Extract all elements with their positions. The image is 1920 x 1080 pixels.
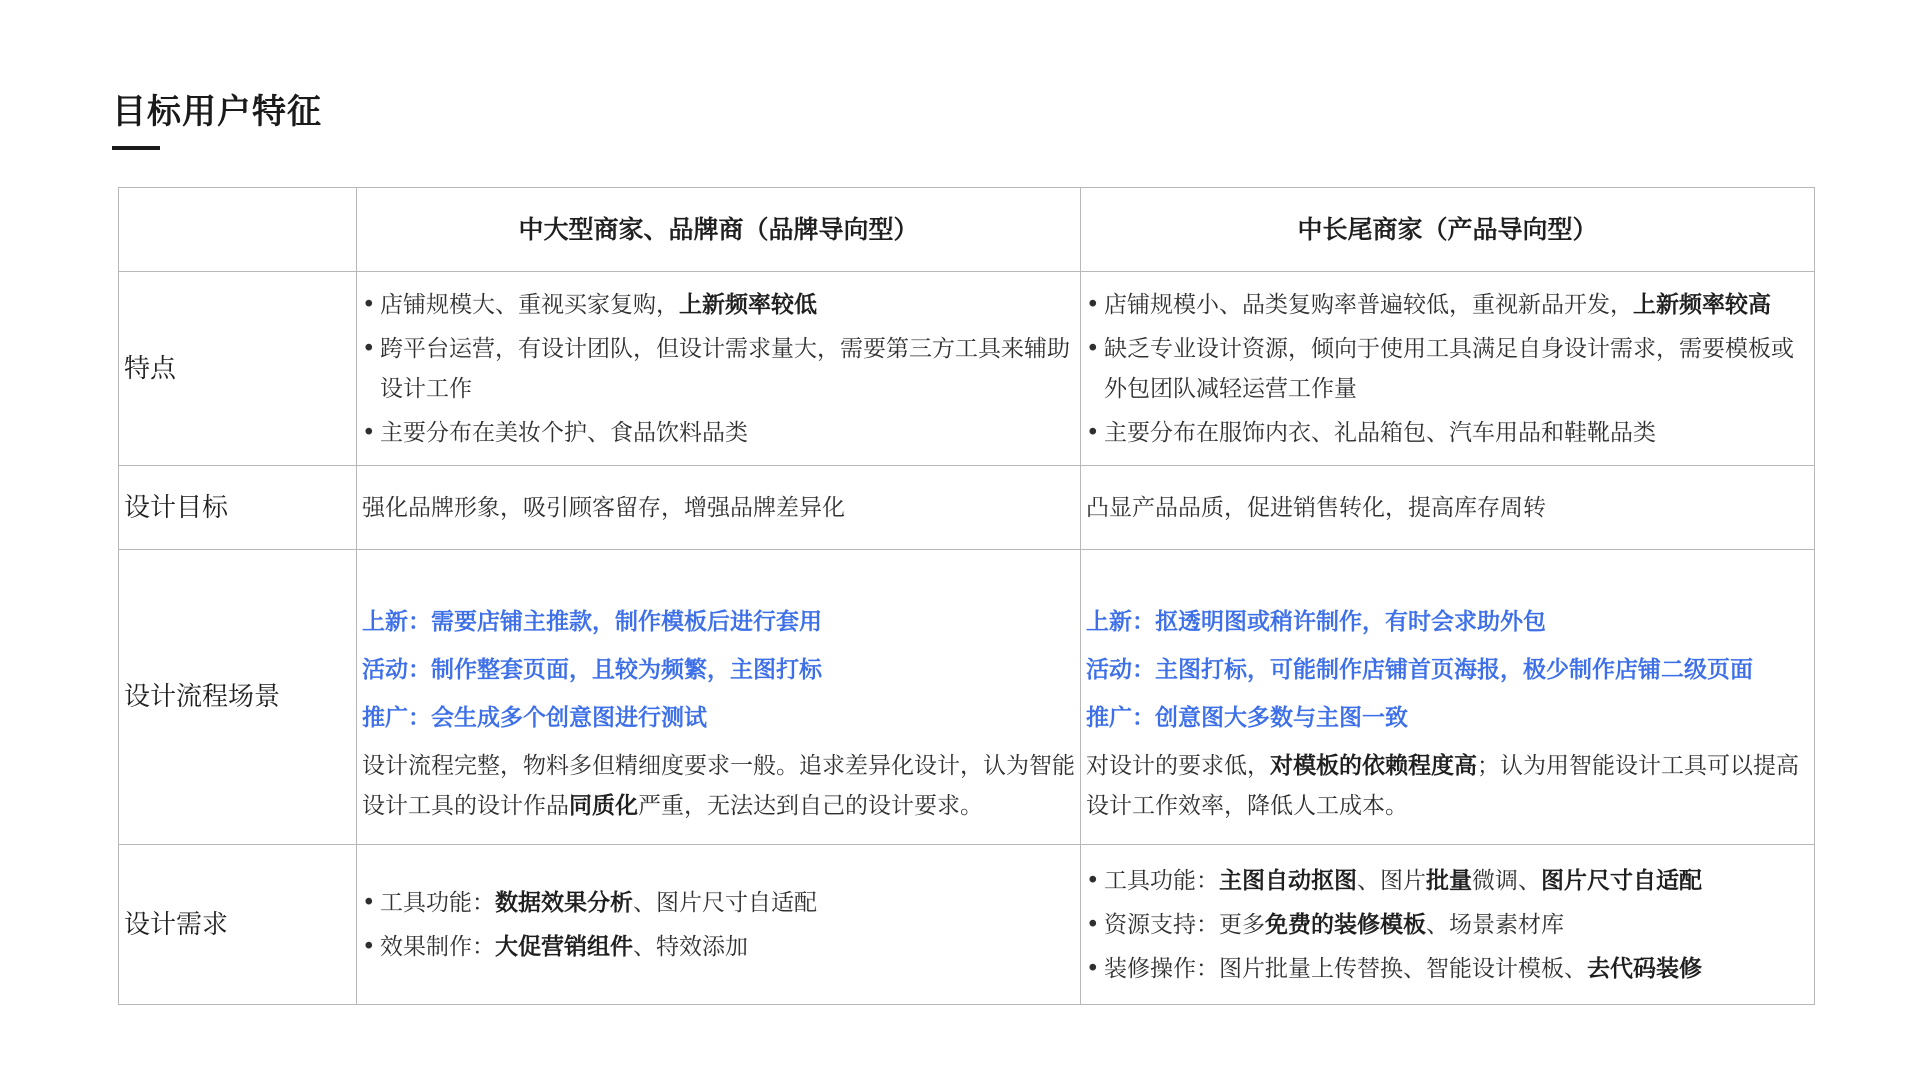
row-label-features: 特点	[119, 272, 357, 466]
table-row-design-flow	[119, 550, 1815, 845]
page-title: 目标用户特征	[112, 92, 322, 132]
header-long-tail-merchants: 中长尾商家（产品导向型）	[1081, 188, 1815, 272]
row-label-design-flow: 设计流程场景	[119, 550, 357, 845]
list-item: • 工具功能：数据效果分析、图片尺寸自适配	[362, 883, 1075, 923]
list-item: • 主要分布在服饰内衣、礼品箱包、汽车用品和鞋靴品类	[1086, 413, 1809, 453]
list-item: • 工具功能：主图自动抠图、图片批量微调、图片尺寸自适配	[1086, 861, 1809, 901]
list-item: • 资源支持：更多免费的装修模板、场景素材库	[1086, 905, 1809, 945]
flow-long-tail-cell	[1081, 550, 1815, 845]
needs-long-tail-cell	[1081, 845, 1815, 1005]
header-large-merchants: 中大型商家、品牌商（品牌导向型）	[357, 188, 1081, 272]
features-large-cell	[357, 272, 1081, 466]
row-label-design-needs: 设计需求	[119, 845, 357, 1005]
flow-description: 对设计的要求低，对模板的依赖程度高；认为用智能设计工具可以提高设计工作效率，降低人工成本。	[1086, 753, 1799, 819]
list-item: • 店铺规模小、品类复购率普遍较低，重视新品开发，上新频率较高	[1086, 285, 1809, 325]
flow-highlight: 上新：抠透明图或稍许制作，有时会求助外包	[1086, 609, 1546, 635]
features-long-tail-cell	[1081, 272, 1815, 466]
row-label-design-goal: 设计目标	[119, 466, 357, 550]
needs-large-cell	[357, 845, 1081, 1005]
flow-description: 设计流程完整，物料多但精细度要求一般。追求差异化设计，认为智能设计工具的设计作品同质化严重，无法达到自己的设计要求。	[362, 753, 1075, 819]
goal-long-tail-cell: 凸显产品品质，促进销售转化，提高库存周转	[1081, 466, 1815, 550]
list-item: • 主要分布在美妆个护、食品饮料品类	[362, 413, 1075, 453]
flow-highlight: 推广：创意图大多数与主图一致	[1086, 705, 1408, 731]
user-features-table	[118, 187, 1815, 1005]
flow-highlight: 活动：主图打标，可能制作店铺首页海报，极少制作店铺二级页面	[1086, 657, 1753, 683]
table-header-row	[119, 188, 1815, 272]
list-item: • 店铺规模大、重视买家复购，上新频率较低	[362, 285, 1075, 325]
table-row-design-needs	[119, 845, 1815, 1005]
header-empty-cell	[119, 188, 357, 272]
list-item: • 效果制作：大促营销组件、特效添加	[362, 927, 1075, 967]
flow-highlight: 活动：制作整套页面，且较为频繁，主图打标	[362, 657, 822, 683]
table-row-features	[119, 272, 1815, 466]
title-underline	[112, 146, 160, 150]
list-item: • 缺乏专业设计资源，倾向于使用工具满足自身设计需求，需要模板或外包团队减轻运营工作量	[1086, 329, 1809, 409]
list-item: • 跨平台运营，有设计团队，但设计需求量大，需要第三方工具来辅助设计工作	[362, 329, 1075, 409]
goal-large-cell: 强化品牌形象，吸引顾客留存，增强品牌差异化	[357, 466, 1081, 550]
flow-highlight: 上新：需要店铺主推款，制作模板后进行套用	[362, 609, 822, 635]
flow-large-cell	[357, 550, 1081, 845]
list-item: • 装修操作：图片批量上传替换、智能设计模板、去代码装修	[1086, 949, 1809, 989]
table-row-design-goal	[119, 466, 1815, 550]
flow-highlight: 推广：会生成多个创意图进行测试	[362, 705, 707, 731]
